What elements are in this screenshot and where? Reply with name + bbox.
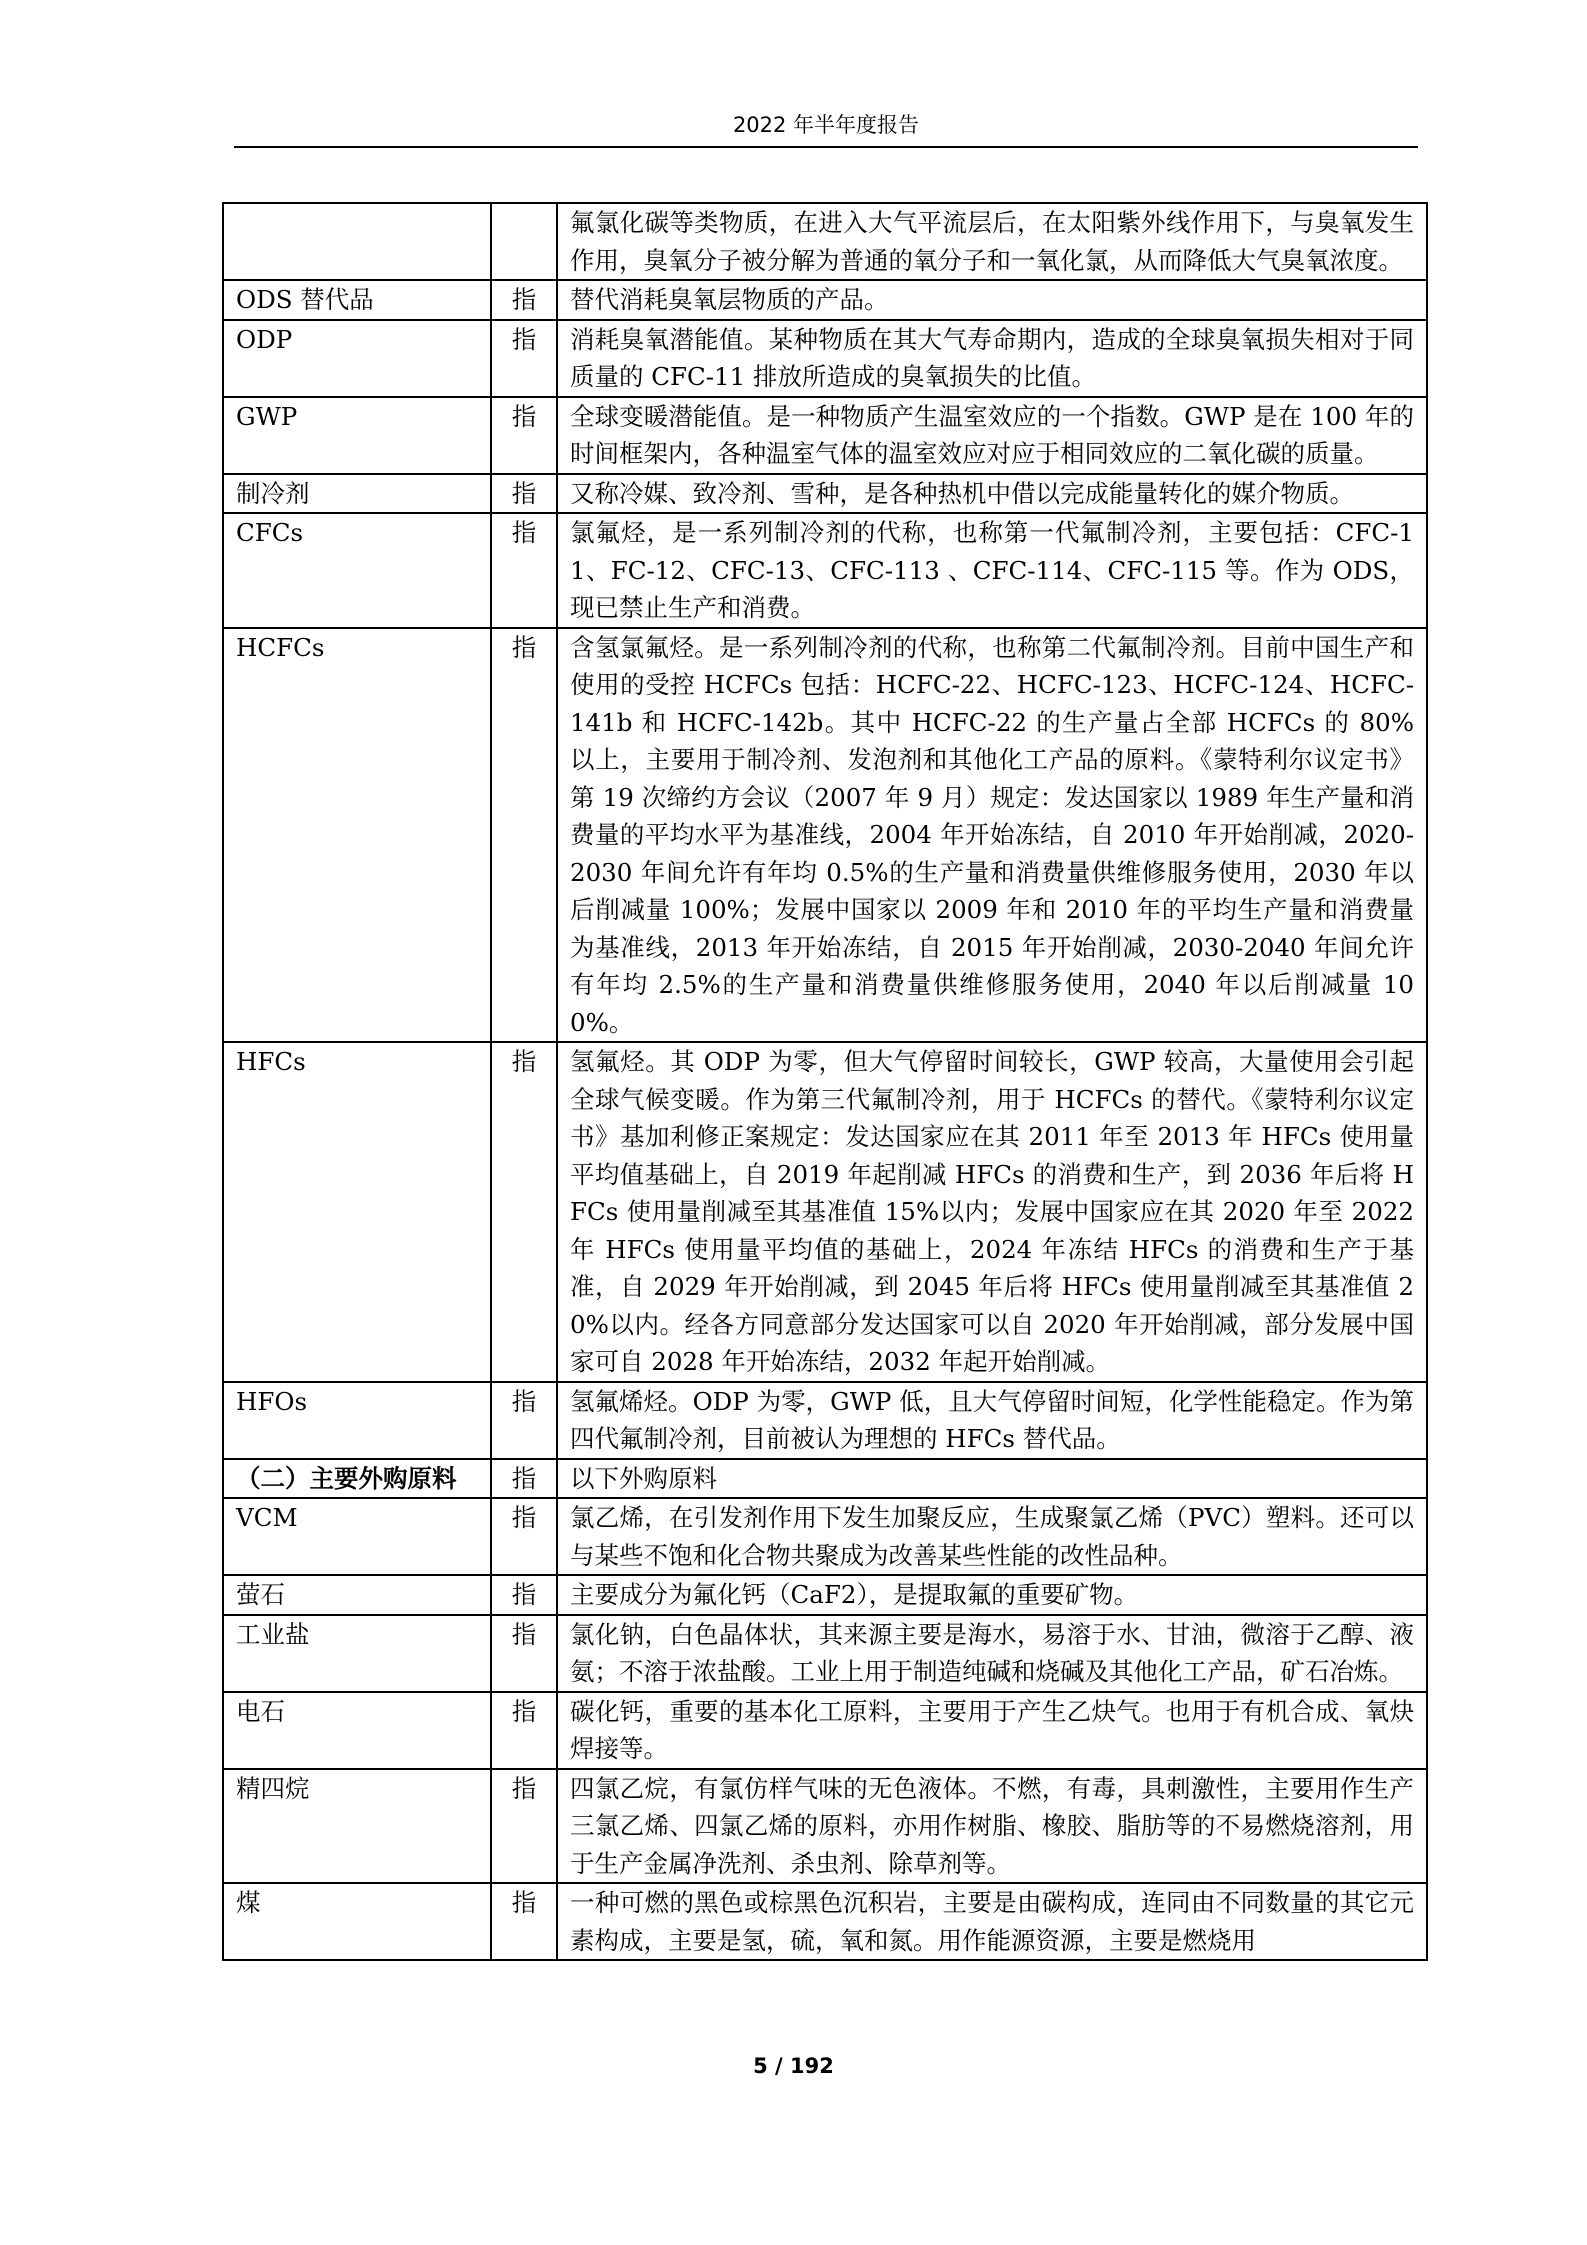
ref-cell: 指 (491, 1498, 557, 1575)
term-cell: 煤 (223, 1883, 491, 1960)
table-row (223, 1615, 1427, 1692)
definition-cell: 消耗臭氧潜能值。某种物质在其大气寿命期内，造成的全球臭氧损失相对于同质量的 CFC-11 排放所造成的臭氧损失的比值。 (557, 320, 1427, 397)
ref-cell: 指 (491, 1883, 557, 1960)
term-cell: 萤石 (223, 1575, 491, 1615)
term-cell: GWP (223, 397, 491, 474)
definition-cell: 碳化钙，重要的基本化工原料，主要用于产生乙炔气。也用于有机合成、氧炔焊接等。 (557, 1692, 1427, 1769)
table-row (223, 1883, 1427, 1960)
term-cell: 电石 (223, 1692, 491, 1769)
table-row (223, 513, 1427, 628)
definition-cell: 以下外购原料 (557, 1459, 1427, 1499)
definition-cell: 四氯乙烷，有氯仿样气味的无色液体。不燃，有毒，具刺激性，主要用作生产三氯乙烯、四氯乙烯的原料，亦用作树脂、橡胶、脂肪等的不易燃烧溶剂，用于生产金属净洗剂、杀虫剂、除草剂等。 (557, 1769, 1427, 1884)
term-cell: 精四烷 (223, 1769, 491, 1884)
definition-cell: 又称冷媒、致冷剂、雪种，是各种热机中借以完成能量转化的媒介物质。 (557, 474, 1427, 514)
definition-cell: 氢氟烯烃。ODP 为零，GWP 低，且大气停留时间短，化学性能稳定。作为第四代氟制冷剂，目前被认为理想的 HFCs 替代品。 (557, 1382, 1427, 1459)
table-row (223, 1382, 1427, 1459)
ref-cell: 指 (491, 474, 557, 514)
table-row (223, 1575, 1427, 1615)
definition-cell: 氟氯化碳等类物质，在进入大气平流层后，在太阳紫外线作用下，与臭氧发生作用，臭氧分子被分解为普通的氧分子和一氧化氯，从而降低大气臭氧浓度。 (557, 203, 1427, 280)
table-row (223, 320, 1427, 397)
term-cell: CFCs (223, 513, 491, 628)
table-row (223, 280, 1427, 320)
table-row (223, 474, 1427, 514)
definition-cell: 一种可燃的黑色或棕黑色沉积岩，主要是由碳构成，连同由不同数量的其它元素构成，主要是氢，硫，氧和氮。用作能源资源，主要是燃烧用 (557, 1883, 1427, 1960)
definition-cell: 氯化钠，白色晶体状，其来源主要是海水，易溶于水、甘油，微溶于乙醇、液氨；不溶于浓盐酸。工业上用于制造纯碱和烧碱及其他化工产品，矿石冶炼。 (557, 1615, 1427, 1692)
ref-cell: 指 (491, 397, 557, 474)
ref-cell: 指 (491, 1042, 557, 1382)
table-row (223, 1769, 1427, 1884)
definition-cell: 全球变暖潜能值。是一种物质产生温室效应的一个指数。GWP 是在 100 年的时间框架内，各种温室气体的温室效应对应于相同效应的二氧化碳的质量。 (557, 397, 1427, 474)
definition-cell: 主要成分为氟化钙（CaF2），是提取氟的重要矿物。 (557, 1575, 1427, 1615)
ref-cell: 指 (491, 320, 557, 397)
term-cell: HFOs (223, 1382, 491, 1459)
table-row (223, 203, 1427, 280)
ref-cell: 指 (491, 1382, 557, 1459)
definition-cell: 氢氟烃。其 ODP 为零，但大气停留时间较长，GWP 较高，大量使用会引起全球气候变暖。作为第三代氟制冷剂，用于 HCFCs 的替代。《蒙特利尔议定书》基加利修正案规定：发达国家应在其 2011 年至 2013 年 HFCs 使用量平均值基础上，自 2019 年起削减 HFCs 的消费和生产，到 2036 年后将 HFCs 使用量削减至其基准值 15%以内；发展中国家应在其 2020 年至 2022 年 HFCs 使用量平均值的基础上，2024 年冻结 HFCs 的消费和生产于基准，自 2029 年开始削减，到 2045 年后将 HFCs 使用量削减至其基准值 20%以内。经各方同意部分发达国家可以自 2020 年开始削减，部分发展中国家可自 2028 年开始冻结，2032 年起开始削减。 (557, 1042, 1427, 1382)
ref-cell: 指 (491, 1692, 557, 1769)
page-header: 2022 年半年度报告 (732, 113, 920, 137)
section-heading-cell: （二）主要外购原料 (223, 1459, 491, 1499)
ref-cell: 指 (491, 1575, 557, 1615)
glossary-table (222, 202, 1428, 1961)
term-cell (223, 203, 491, 280)
definition-cell: 氯乙烯，在引发剂作用下发生加聚反应，生成聚氯乙烯（PVC）塑料。还可以与某些不饱和化合物共聚成为改善某些性能的改性品种。 (557, 1498, 1427, 1575)
term-cell: 工业盐 (223, 1615, 491, 1692)
table-row (223, 1498, 1427, 1575)
term-cell: ODS 替代品 (223, 280, 491, 320)
section-heading-row (223, 1459, 1427, 1499)
term-cell: HCFCs (223, 628, 491, 1043)
term-cell: HFCs (223, 1042, 491, 1382)
table-row (223, 1692, 1427, 1769)
page-number: 5 / 192 (753, 2054, 834, 2078)
term-cell: VCM (223, 1498, 491, 1575)
definition-cell: 氯氟烃，是一系列制冷剂的代称，也称第一代氟制冷剂，主要包括：CFC-11、FC-12、CFC-13、CFC-113 、CFC-114、CFC-115 等。作为 ODS，现已禁止生产和消费。 (557, 513, 1427, 628)
definition-cell: 替代消耗臭氧层物质的产品。 (557, 280, 1427, 320)
term-cell: ODP (223, 320, 491, 397)
table-row (223, 1042, 1427, 1382)
ref-cell: 指 (491, 1769, 557, 1884)
header-rule (234, 146, 1418, 148)
ref-cell: 指 (491, 1615, 557, 1692)
term-cell: 制冷剂 (223, 474, 491, 514)
table-row (223, 397, 1427, 474)
ref-cell (491, 203, 557, 280)
ref-cell: 指 (491, 513, 557, 628)
ref-cell: 指 (491, 628, 557, 1043)
glossary-body (223, 203, 1427, 1960)
ref-cell: 指 (491, 280, 557, 320)
table-row (223, 628, 1427, 1043)
definition-cell: 含氢氯氟烃。是一系列制冷剂的代称，也称第二代氟制冷剂。目前中国生产和使用的受控 HCFCs 包括：HCFC-22、HCFC-123、HCFC-124、HCFC-141b 和 HCFC-142b。其中 HCFC-22 的生产量占全部 HCFCs 的 80% 以上，主要用于制冷剂、发泡剂和其他化工产品的原料。《蒙特利尔议定书》第 19 次缔约方会议（2007 年 9 月）规定：发达国家以 1989 年生产量和消费量的平均水平为基准线，2004 年开始冻结，自 2010 年开始削减，2020-2030 年间允许有年均 0.5%的生产量和消费量供维修服务使用，2030 年以后削减量 100%；发展中国家以 2009 年和 2010 年的平均生产量和消费量为基准线，2013 年开始冻结，自 2015 年开始削减，2030-2040 年间允许有年均 2.5%的生产量和消费量供维修服务使用，2040 年以后削减量 100%。 (557, 628, 1427, 1043)
ref-cell: 指 (491, 1459, 557, 1499)
